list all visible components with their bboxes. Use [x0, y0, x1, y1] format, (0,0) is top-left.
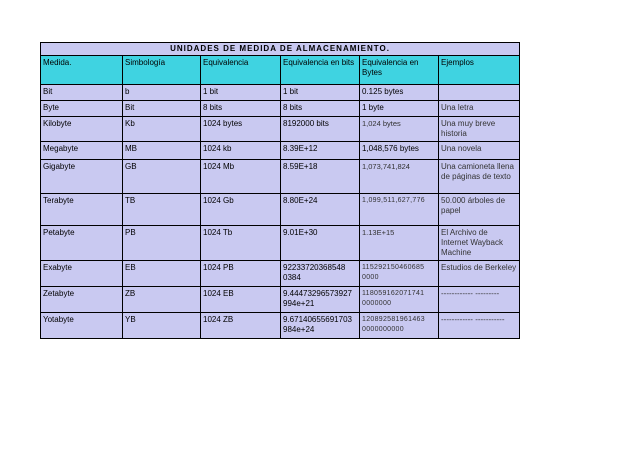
- cell-bits: 92233720368548 0384: [281, 261, 360, 287]
- cell-ejemplo: [439, 85, 520, 101]
- cell-medida: Byte: [41, 101, 123, 117]
- table-title: UNIDADES DE MEDIDA DE ALMACENAMIENTO.: [41, 43, 520, 56]
- cell-ejemplo: Una camioneta llena de páginas de texto: [439, 160, 520, 194]
- table-row: [41, 226, 520, 261]
- header-equivalencia-bytes: Equivalencia en Bytes: [360, 56, 439, 85]
- table-row: [41, 160, 520, 194]
- cell-bits: 8.39E+12: [281, 142, 360, 160]
- table-row: [41, 101, 520, 117]
- cell-bits: 9.67140655691703 984e+24: [281, 313, 360, 339]
- table-row: [41, 142, 520, 160]
- table-row: [41, 117, 520, 142]
- cell-bits: 8.80E+24: [281, 194, 360, 226]
- cell-medida: Exabyte: [41, 261, 123, 287]
- cell-equivalencia: 1024 kb: [201, 142, 281, 160]
- header-ejemplos: Ejemplos: [439, 56, 520, 85]
- cell-medida: Bit: [41, 85, 123, 101]
- cell-equivalencia: 1024 ZB: [201, 313, 281, 339]
- cell-bytes: 0.125 bytes: [360, 85, 439, 101]
- cell-simbologia: PB: [123, 226, 201, 261]
- table-row: [41, 261, 520, 287]
- cell-ejemplo: 50.000 árboles de papel: [439, 194, 520, 226]
- cell-medida: Petabyte: [41, 226, 123, 261]
- table-row: [41, 287, 520, 313]
- table-header-row: [41, 56, 520, 85]
- cell-equivalencia: 1024 PB: [201, 261, 281, 287]
- cell-bytes: 1,099,511,627,776: [360, 194, 439, 226]
- cell-bits: 9.44473296573927 994e+21: [281, 287, 360, 313]
- header-simbologia: Simbología: [123, 56, 201, 85]
- cell-ejemplo: Una muy breve historia: [439, 117, 520, 142]
- cell-bits: 8192000 bits: [281, 117, 360, 142]
- cell-simbologia: GB: [123, 160, 201, 194]
- cell-bytes: 1,024 bytes: [360, 117, 439, 142]
- cell-medida: Yotabyte: [41, 313, 123, 339]
- cell-simbologia: Bit: [123, 101, 201, 117]
- cell-bits: 8 bits: [281, 101, 360, 117]
- cell-equivalencia: 1024 bytes: [201, 117, 281, 142]
- cell-ejemplo: ------------ ---------: [439, 287, 520, 313]
- cell-ejemplo: El Archivo de Internet Wayback Machine: [439, 226, 520, 261]
- header-equivalencia-bits: Equivalencia en bits: [281, 56, 360, 85]
- cell-medida: Kilobyte: [41, 117, 123, 142]
- cell-simbologia: ZB: [123, 287, 201, 313]
- cell-equivalencia: 8 bits: [201, 101, 281, 117]
- cell-bits: 8.59E+18: [281, 160, 360, 194]
- cell-bytes: 115292150460685 0000: [360, 261, 439, 287]
- cell-bits: 9.01E+30: [281, 226, 360, 261]
- cell-medida: Megabyte: [41, 142, 123, 160]
- cell-ejemplo: ------------ -----------: [439, 313, 520, 339]
- cell-simbologia: MB: [123, 142, 201, 160]
- cell-bytes: 118059162071741 0000000: [360, 287, 439, 313]
- cell-bytes: 1.13E+15: [360, 226, 439, 261]
- cell-equivalencia: 1024 EB: [201, 287, 281, 313]
- cell-bytes: 120892581961463 0000000000: [360, 313, 439, 339]
- cell-ejemplo: Una novela: [439, 142, 520, 160]
- cell-simbologia: Kb: [123, 117, 201, 142]
- cell-equivalencia: 1024 Tb: [201, 226, 281, 261]
- table-title-row: [41, 43, 520, 56]
- storage-units-table: [40, 42, 520, 339]
- cell-simbologia: TB: [123, 194, 201, 226]
- cell-medida: Zetabyte: [41, 287, 123, 313]
- cell-simbologia: EB: [123, 261, 201, 287]
- cell-equivalencia: 1024 Gb: [201, 194, 281, 226]
- cell-medida: Gigabyte: [41, 160, 123, 194]
- cell-bits: 1 bit: [281, 85, 360, 101]
- cell-ejemplo: Una letra: [439, 101, 520, 117]
- cell-ejemplo: Estudios de Berkeley: [439, 261, 520, 287]
- cell-equivalencia: 1 bit: [201, 85, 281, 101]
- cell-medida: Terabyte: [41, 194, 123, 226]
- table-row: [41, 313, 520, 339]
- table-row: [41, 194, 520, 226]
- cell-simbologia: YB: [123, 313, 201, 339]
- cell-bytes: 1,073,741,824: [360, 160, 439, 194]
- cell-bytes: 1 byte: [360, 101, 439, 117]
- cell-equivalencia: 1024 Mb: [201, 160, 281, 194]
- cell-bytes: 1,048,576 bytes: [360, 142, 439, 160]
- header-equivalencia: Equivalencia: [201, 56, 281, 85]
- table-row: [41, 85, 520, 101]
- cell-simbologia: b: [123, 85, 201, 101]
- header-medida: Medida.: [41, 56, 123, 85]
